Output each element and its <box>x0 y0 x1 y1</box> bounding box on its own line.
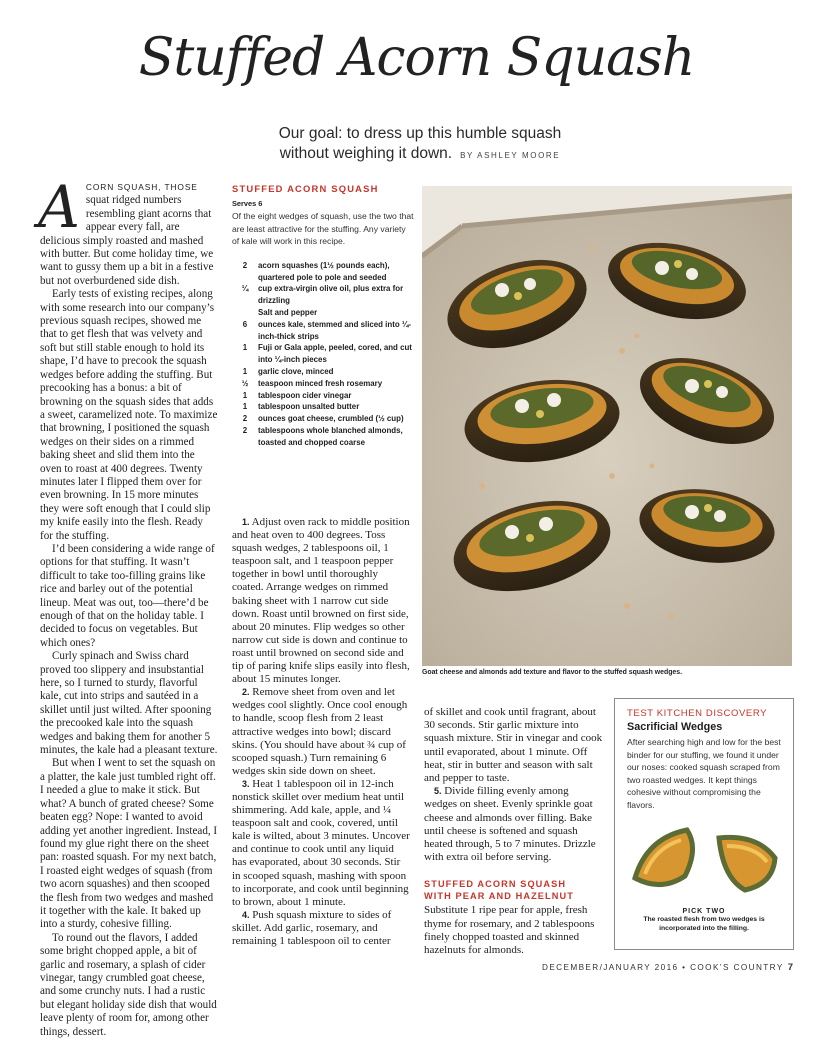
sidebar-label: TEST KITCHEN DISCOVERY <box>627 708 768 719</box>
ingredient-text: tablespoon cider vinegar <box>258 390 352 400</box>
story-paragraph-1 <box>38 173 218 288</box>
page-number: 7 <box>787 962 793 973</box>
recipe-intro: Of the eight wedges of squash, use the two that are least attractive for the stuffing. Any variety of kale will work in this recipe. <box>232 211 414 247</box>
drop-cap: A <box>38 173 80 241</box>
story-paragraph-6: To round out the flavors, I added some bright chopped apple, a bit of garlic and rosemary, a splash of cider vinegar, tangy crumbled goat cheese, and some crunchy nuts. I had a rustic but elegant holiday side dish that would leave plenty of room for, among other things, dessert. <box>40 931 217 1038</box>
ingredient-quantity: ½ <box>241 378 249 388</box>
dek-line-1: Our goal: to dress up this humble squash <box>278 125 562 142</box>
step-text: Remove sheet from oven and let wedges cool slightly. Once cool enough to handle, scoop flesh from 2 least attractive wedges into bowl; discard skins. (You should have about ¾ cup of scooped squash.) Turn remaining 6 wedges skin side down on sheet. <box>232 686 408 777</box>
ingredient-item <box>232 413 414 425</box>
ingredient-item <box>232 342 414 366</box>
byline: BY ASHLEY MOORE <box>460 151 561 160</box>
ingredient-text: garlic clove, minced <box>258 366 334 376</box>
story-paragraph-5: But when I went to set the squash on a platter, the kale just tumbled right off. I needed a glue to make it stick. But what? A bunch of grated cheese? Some beaten egg? Nope: I wanted to avoid adding yet another ingredient. Instead, I found my glue right there on the sheet pan: roasted squash. For my next batch, I roasted eight wedges of squash (from two acorn squashes) and then scooped the flesh from two wedges and mashed it together with the kale. It baked up into a sturdy, cohesive filling. <box>40 757 218 931</box>
step-text: Push squash mixture to sides of skillet. Add garlic, rosemary, and remaining 1 tablespoon oil to center <box>232 908 392 947</box>
ingredient-item <box>232 378 414 390</box>
ingredient-text: Salt and pepper <box>258 307 318 317</box>
variation-heading-line-1: STUFFED ACORN SQUASH <box>424 879 567 890</box>
step-5 <box>424 785 604 864</box>
footer-text: DECEMBER/JANUARY 2016 • COOK’S COUNTRY <box>542 963 784 972</box>
ingredient-quantity: 2 <box>242 425 248 435</box>
variation-heading-line-2: WITH PEAR AND HAZELNUT <box>424 891 574 902</box>
recipe-heading: STUFFED ACORN SQUASH <box>232 183 379 194</box>
ingredient-item <box>232 390 414 402</box>
sidebar-rule <box>614 698 794 699</box>
squash-photo <box>422 186 792 666</box>
ingredient-quantity: 1 <box>242 366 248 376</box>
recipe-block <box>232 183 414 449</box>
sidebar-body: After searching high and low for the best binder for our stuffing, we found it under our noses: cooked squash scraped from two roasted wedges. It kept things cohesive without compromising the flavors. <box>627 737 781 810</box>
recipe-serves: Serves 6 <box>232 199 263 208</box>
ingredient-quantity: 1 <box>242 390 248 400</box>
ingredient-quantity: 2 <box>242 414 248 424</box>
ingredient-text: cup extra-virgin olive oil, plus extra for drizzling <box>258 284 404 306</box>
ingredient-text: ounces goat cheese, crumbled (½ cup) <box>258 414 404 424</box>
ingredient-quantity: 6 <box>242 319 248 329</box>
step-3 <box>232 778 410 909</box>
step-4-continued: of skillet and cook until fragrant, about 30 seconds. Stir garlic mixture into squash mixture. Stir in vinegar and cook until evaporated, about 1 minute. Off heat, stir in butter and season with salt and pepper to taste. <box>424 706 603 785</box>
test-kitchen-sidebar <box>614 698 794 950</box>
dek <box>200 124 640 166</box>
roasted-wedges-illustration <box>627 818 783 908</box>
photo-caption: Goat cheese and almonds add texture and flavor to the stuffed squash wedges. <box>422 669 682 676</box>
page-title: Stuffed Acorn Squash <box>138 28 695 88</box>
ingredient-text: tablespoons whole blanched almonds, toasted and chopped coarse <box>258 425 403 447</box>
stuffed-squash-illustration <box>422 186 792 666</box>
ingredient-item <box>232 401 414 413</box>
step-5-text: Divide filling evenly among wedges on sheet. Evenly sprinkle goat cheese and almonds over filling. Bake until cheese is softened and squash heated through, 5 to 7 minutes. Drizzle with extra oil before serving. <box>424 785 596 864</box>
step-text: Heat 1 tablespoon oil in 12-inch nonstick skillet over medium heat until shimmering. Add kale, apple, and ¼ teaspoon salt and cook, covered, until kale is wilted, about 3 minutes. Uncover and continue to cook until any liquid has evaporated, about 30 seconds. Stir in scooped squash, mashing with spoon to incorporate, and cook until beginning to brown, about 1 minute. <box>232 777 410 908</box>
step-5-number: 5. <box>434 786 442 797</box>
step-number: 3. <box>242 778 250 789</box>
ingredient-item <box>232 425 414 449</box>
ingredient-item <box>232 260 414 284</box>
variation-text: Substitute 1 ripe pear for apple, fresh thyme for rosemary, and 2 tablespoons finely chopped toasted and skinned hazelnuts for almonds. <box>424 904 595 957</box>
ingredient-item <box>232 307 414 319</box>
ingredient-text: acorn squashes (1½ pounds each), quartered pole to pole and seeded <box>258 260 390 282</box>
ingredient-text: teaspoon minced fresh rosemary <box>258 378 383 388</box>
lead-caps: CORN SQUASH, THOSE <box>85 182 198 192</box>
step-number: 4. <box>242 909 250 920</box>
ingredient-list <box>232 260 414 449</box>
story-paragraph-1-text: squat ridged numbers resembling giant acorns that appear every fall, are delicious simply roasted and mashed with butter. But come holiday time, we want to gussy them up a bit in a festive but not overburdened side dish. <box>40 194 214 287</box>
pick-label: PICK TWO <box>682 907 726 915</box>
ingredient-item <box>232 283 414 307</box>
ingredient-quantity: 2 <box>242 260 248 270</box>
dek-line-2 <box>200 144 640 166</box>
ingredient-text: ounces kale, stemmed and sliced into ¼-inch-thick strips <box>258 319 412 341</box>
step-1 <box>232 516 410 686</box>
step-4 <box>232 909 410 948</box>
step-number: 1. <box>242 517 250 527</box>
ingredient-quantity <box>232 307 258 319</box>
step-2 <box>232 686 410 778</box>
ingredient-quantity: ¼ <box>241 284 249 294</box>
recipe-steps <box>232 516 410 948</box>
story-paragraph-4: Curly spinach and Swiss chard proved too slippery and insubstantial here, so I turned to sturdy, flavorful kale, cut into strips and sautéed in a skillet until just wilted. After spooning the precooked kale into the squash wedges and baking them for another 5 minutes, the kale had a pleasant texture. <box>40 650 218 757</box>
ingredient-item <box>232 319 414 343</box>
ingredient-text: tablespoon unsalted butter <box>258 402 360 412</box>
step-text: Adjust oven rack to middle position and heat oven to 400 degrees. Toss squash wedges, 2 tablespoons oil, 1 teaspoon salt, and 1 teaspoon pepper together in bowl until thoroughly coated. Arrange wedges on rimmed baking sheet with 1 narrow cut side down. Roast until browned on first side, about 20 minutes. Flip wedges so other narrow cut side is down and continue to roast until browned on second side and tip of paring knife slips easily into flesh, about 15 minutes longer. <box>232 516 410 686</box>
ingredient-item <box>232 366 414 378</box>
ingredient-quantity: 1 <box>242 402 248 412</box>
recipe-steps-continued <box>424 706 604 957</box>
step-number: 2. <box>242 687 250 698</box>
story-paragraph-3: I’d been considering a wide range of options for that stuffing. It wasn’t difficult to take too-filling grains like rice and barley out of the potential lineup. Meat was out, too—there’d be enough of that on the holiday table. I decided to focus on vegetables. But which ones? <box>40 542 215 649</box>
ingredient-text: Fuji or Gala apple, peeled, cored, and cut into ¼-inch pieces <box>258 343 412 365</box>
story-paragraph-2: Early tests of existing recipes, along with some research into our company’s previous squash recipes, showed me that to get flesh that was velvety and soft but still stable enough to hold its shape, I’d have to precook the squash wedges before adding the stuffing. But precooking has a bonus: a bit of browning on the squash sides that adds a sweet, caramelized note. To maximize that browning, I positioned the squash wedges on their sides on a rimmed baking sheet and slid them into the oven to roast at 400 degrees. Twenty minutes later I flipped them over for even browning. In 15 more minutes they were soft enough that I could slip my knife easily into the flesh. Ready for the stuffing. <box>40 288 218 542</box>
variation-heading <box>424 878 604 902</box>
ingredient-quantity: 1 <box>242 343 248 353</box>
pick-caption: The roasted flesh from two wedges is incorporated into the filling. <box>643 915 765 932</box>
page-footer <box>542 962 793 973</box>
dek-line-2-text: without weighing it down. <box>279 145 453 162</box>
sidebar-heading: Sacrificial Wedges <box>627 721 723 733</box>
story-column <box>38 173 218 1039</box>
